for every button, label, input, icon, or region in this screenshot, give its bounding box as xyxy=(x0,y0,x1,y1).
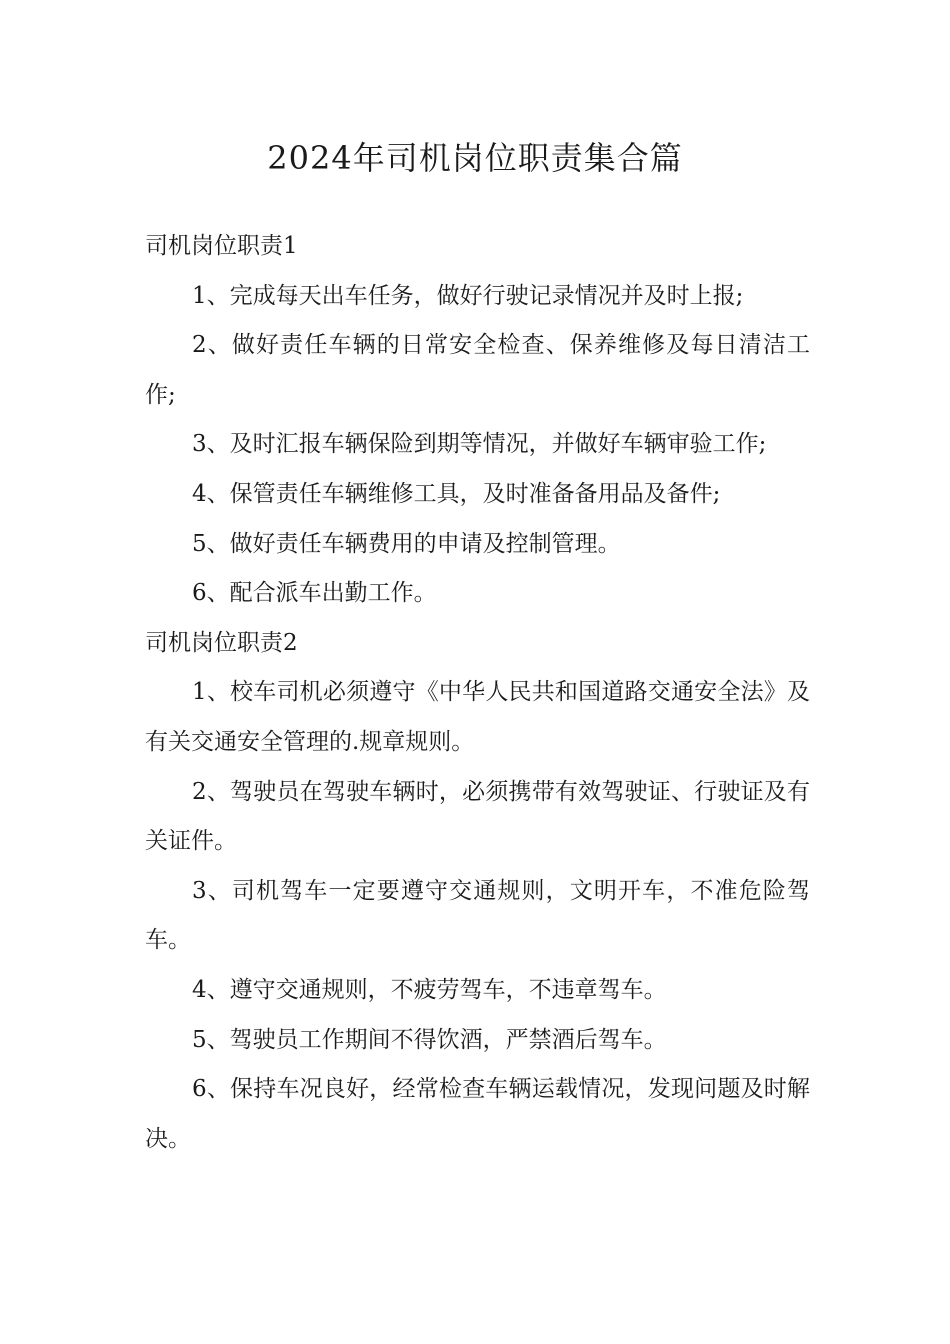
duty-item: 2、做好责任车辆的日常安全检查、保养维修及每日清洁工作; xyxy=(145,332,810,408)
duty-item: 3、司机驾车一定要遵守交通规则，文明开车，不准危险驾车。 xyxy=(145,877,810,954)
duty-item: 4、遵守交通规则，不疲劳驾车，不违章驾车。 xyxy=(192,976,667,1003)
duty-item: 5、做好责任车辆费用的申请及控制管理。 xyxy=(192,530,621,557)
section-heading: 司机岗位职责1 xyxy=(145,233,298,259)
duty-item: 4、保管责任车辆维修工具，及时准备备用品及备件; xyxy=(192,480,721,507)
duty-item: 1、完成每天出车任务，做好行驶记录情况并及时上报; xyxy=(192,282,744,309)
section-duties-2 xyxy=(145,619,810,1165)
duty-item: 1、校车司机必须遵守《中华人民共和国道路交通安全法》及有关交通安全管理的.规章规则。 xyxy=(145,679,810,755)
duty-item: 6、配合派车出勤工作。 xyxy=(192,580,437,607)
duty-item: 6、保持车况良好，经常检查车辆运载情况，发现问题及时解决。 xyxy=(145,1076,810,1152)
duty-item: 2、驾驶员在驾驶车辆时，必须携带有效驾驶证、行驶证及有关证件。 xyxy=(145,778,810,855)
document-body xyxy=(145,222,810,1164)
document-title: 2024年司机岗位职责集合篇 xyxy=(267,139,683,177)
duty-item: 5、驾驶员工作期间不得饮酒，严禁酒后驾车。 xyxy=(192,1026,667,1053)
section-heading: 司机岗位职责2 xyxy=(145,629,298,656)
duty-item: 3、及时汇报车辆保险到期等情况，并做好车辆审验工作; xyxy=(192,431,767,458)
section-duties-1 xyxy=(145,222,810,619)
